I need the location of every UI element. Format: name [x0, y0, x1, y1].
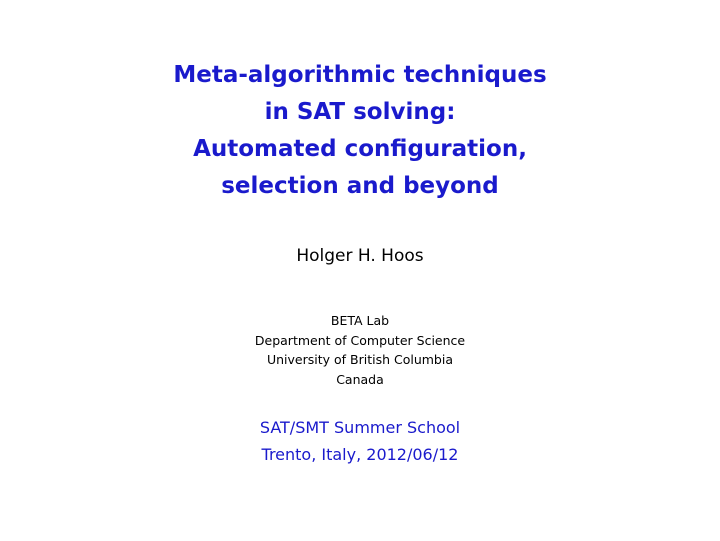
slide-title [0, 57, 720, 205]
affiliation-department: Department of Computer Science [254, 332, 466, 348]
title-line-3: Automated configuration, [193, 136, 527, 162]
affiliation-lab: BETA Lab [330, 313, 390, 328]
title-line-1: Meta-algorithmic techniques [173, 62, 547, 88]
affiliation-block [0, 311, 720, 389]
event-block [230, 414, 490, 468]
event-name: SAT/SMT Summer School [259, 418, 461, 437]
title-line-4: selection and beyond [221, 173, 499, 199]
title-line-2: in SAT solving: [264, 99, 456, 125]
affiliation-country: Canada [336, 371, 384, 387]
affiliation-university: University of British Columbia [266, 352, 454, 367]
event-location-date: Trento, Italy, 2012/06/12 [261, 445, 459, 464]
author-name: Holger H. Hoos [296, 246, 424, 266]
